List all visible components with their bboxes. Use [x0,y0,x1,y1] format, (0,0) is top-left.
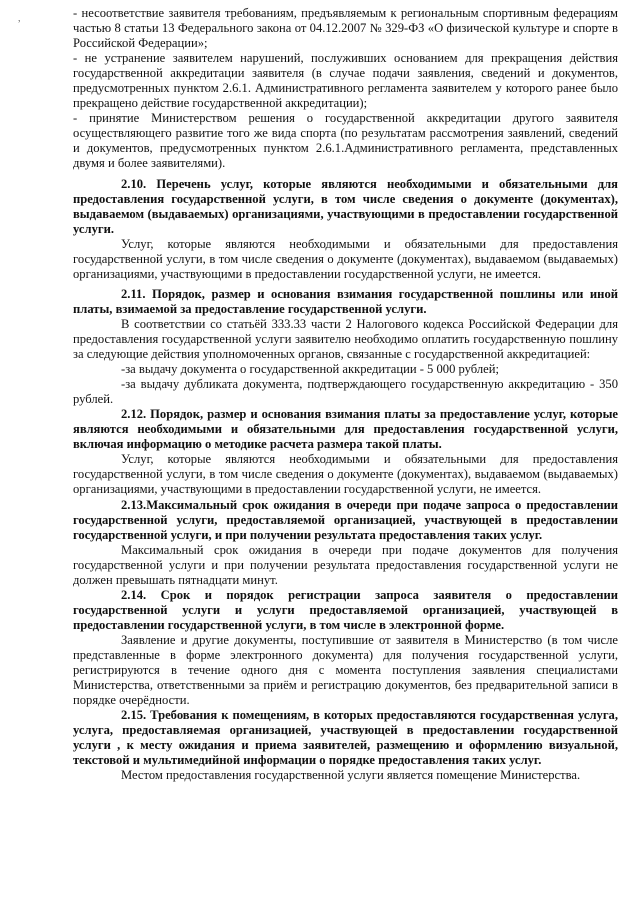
section-heading-2-14: 2.14. Срок и порядок регистрации запроса заявителя о предоставлении государственной услуги и услуги предоставляемой организацией, участвующей в предоставлении государственной услуги, в том числе в электронной форме. [73,587,618,632]
section-heading-2-11: 2.11. Порядок, размер и основания взимания государственной пошлины или иной платы, взимаемой за предоставление государственной услуги. [73,286,618,316]
paragraph-refusal-federation-requirements: - несоответствие заявителя требованиям, предъявляемым к региональным спортивным федерациям частью 8 статьи 13 Федерального закона от 04.12.2007 № 329-ФЗ «О физической культуре и спорте в Российской Федерации»; [73,6,618,51]
section-heading-2-13: 2.13.Максимальный срок ожидания в очереди при подаче запроса о предоставлении государственной услуги, предоставляемой организацией, участвующей в предоставлении государственной услуги, и при получении результата предоставления таких услуг. [73,497,618,542]
paragraph-2-11-fee-duplicate: -за выдачу дубликата документа, подтверждающего государственную аккредитацию - 350 рублей. [73,377,618,407]
paragraph-2-14-body: Заявление и другие документы, поступившие от заявителя в Министерство (в том числе представленные в форме электронного документа) для получения государственной услуги, регистрируются в течение одного дня с момента поступления заявления специалистами Министерства, ответственными за приём и регистрацию документов, без предварительной записи в порядке очерёдности. [73,632,618,708]
paragraph-2-11-body: В соответствии со статьёй 333.33 части 2 Налогового кодекса Российской Федерации для предоставления государственной услуги заявителю необходимо оплатить государственную пошлину за следующие действия уполномоченных органов, связанные с государственной аккредитацией: [73,316,618,362]
paragraph-2-10-body: Услуг, которые являются необходимыми и обязательными для предоставления государственной услуги, в том числе сведения о документе (документах), выдаваемом (выдаваемых) организациями, участвующими в предоставлении государственной услуги, не имеется. [73,236,618,281]
paragraph-refusal-violations: - не устранение заявителем нарушений, послуживших основанием для прекращения действия государственной аккредитации заявителя (в случае подачи заявления, сведений и документов, предусмотренных пунктом 2.6.1. Административного регламента заявителем у которого ранее было прекращено действие государственной аккредитации); [73,51,618,111]
paragraph-2-12-body: Услуг, которые являются необходимыми и обязательными для предоставления государственной услуги, в том числе сведения о документе (документах), выдаваемом (выдаваемых) организациями, участвующими в предоставлении государственной услуги, не имеется. [73,452,618,497]
paragraph-2-13-body: Максимальный срок ожидания в очереди при подаче документов для получения государственной услуги и при получении результата предоставления государственной услуги не должен превышать пятнадцати минут. [73,542,618,587]
paragraph-refusal-other-applicant: - принятие Министерством решения о государственной аккредитации другого заявителя осуществляющего развитие того же вида спорта (по результатам рассмотрения заявлений, сведений и документов, предусмотренных пунктом 2.6.1.Административного регламента, представленных двумя и более заявителями). [73,111,618,171]
section-heading-2-15: 2.15. Требования к помещениям, в которых предоставляются государственная услуга, услуга, предоставляемая организацией, участвующей в предоставлении государственной услуги , к месту ожидания и приема заявителей, размещению и оформлению визуальной, текстовой и мультимедийной информации о порядке предоставления таких услуг. [73,708,618,768]
paragraph-2-15-body: Местом предоставления государственной услуги является помещение Министерства. [121,768,581,783]
scan-mark: , [18,13,21,24]
section-heading-2-12: 2.12. Порядок, размер и основания взимания платы за предоставление услуг, которые являются необходимыми и обязательными для предоставления государственной услуги, включая информацию о методике расчета размера такой платы. [73,407,618,452]
paragraph-2-11-fee-document: -за выдачу документа о государственной аккредитации - 5 000 рублей; [121,362,500,377]
section-heading-2-10: 2.10. Перечень услуг, которые являются необходимыми и обязательными для предоставления государственной услуги, в том числе сведения о документе (документах), выдаваемом (выдаваемых) организациями, участвующими в предоставлении государственной услуги. [73,176,618,236]
